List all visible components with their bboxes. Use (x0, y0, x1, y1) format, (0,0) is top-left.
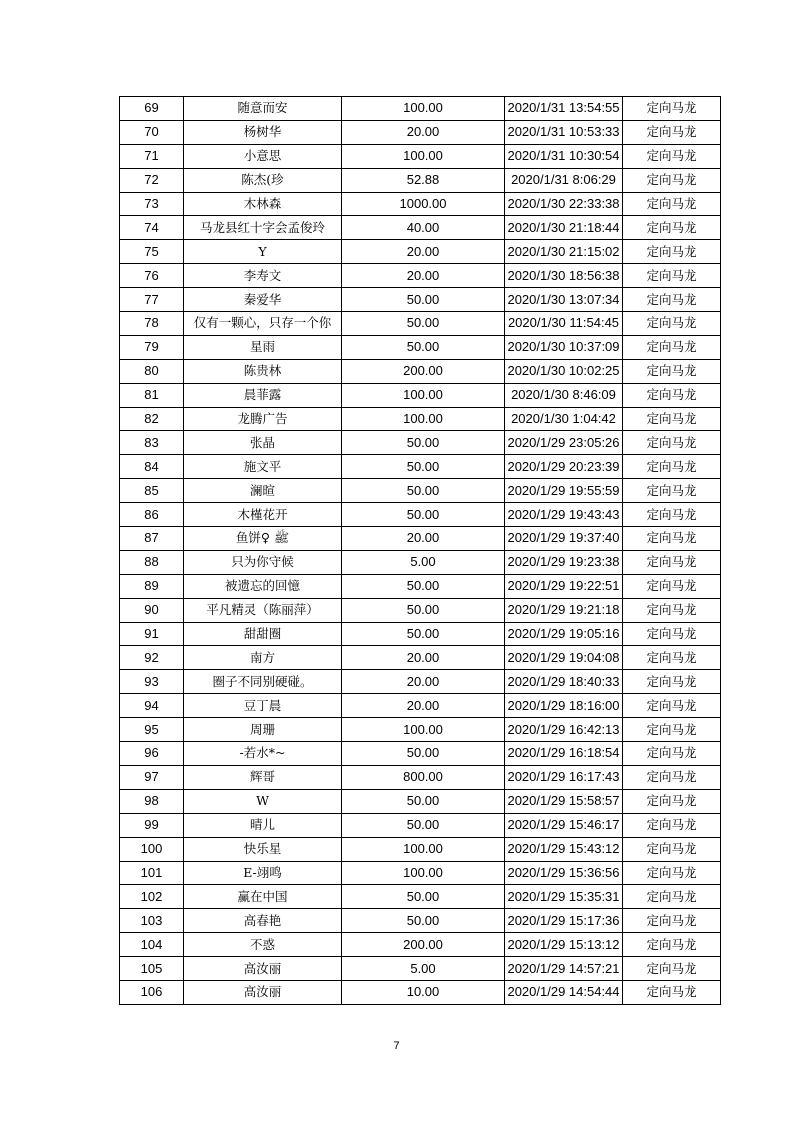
row-number-cell: 93 (120, 670, 184, 694)
table-row (120, 885, 721, 909)
row-number-cell: 87 (120, 527, 184, 551)
amount-cell: 10.00 (342, 980, 505, 1004)
donor-name-cell: 辉哥 (184, 765, 342, 789)
purpose-cell: 定向马龙 (623, 574, 721, 598)
donor-name-cell: W (184, 789, 342, 813)
donor-name-cell: 陈贵林 (184, 359, 342, 383)
table-row (120, 407, 721, 431)
amount-cell: 50.00 (342, 789, 505, 813)
row-number-cell: 78 (120, 312, 184, 336)
purpose-cell: 定向马龙 (623, 335, 721, 359)
purpose-cell: 定向马龙 (623, 598, 721, 622)
donor-name-cell: 仅有一颗心，只存一个你 (184, 312, 342, 336)
purpose-cell: 定向马龙 (623, 431, 721, 455)
table-row (120, 861, 721, 885)
purpose-cell: 定向马龙 (623, 718, 721, 742)
donor-name-cell: 张晶 (184, 431, 342, 455)
donor-name-cell: 杨树华 (184, 120, 342, 144)
purpose-cell: 定向马龙 (623, 789, 721, 813)
purpose-cell: 定向马龙 (623, 383, 721, 407)
donor-name-cell: 快乐星 (184, 837, 342, 861)
table-row (120, 383, 721, 407)
donor-name-cell: 陈杰(珍 (184, 168, 342, 192)
row-number-cell: 79 (120, 335, 184, 359)
amount-cell: 50.00 (342, 813, 505, 837)
amount-cell: 5.00 (342, 550, 505, 574)
donation-time-cell: 2020/1/29 15:58:57 (505, 789, 623, 813)
purpose-cell: 定向马龙 (623, 980, 721, 1004)
donation-time-cell: 2020/1/29 19:21:18 (505, 598, 623, 622)
purpose-cell: 定向马龙 (623, 646, 721, 670)
donation-time-cell: 2020/1/30 10:02:25 (505, 359, 623, 383)
table-row (120, 503, 721, 527)
donor-name-cell: 豆丁晨 (184, 694, 342, 718)
table-row (120, 622, 721, 646)
donor-name-cell: 圈子不同别硬碰。 (184, 670, 342, 694)
donation-time-cell: 2020/1/29 18:16:00 (505, 694, 623, 718)
row-number-cell: 89 (120, 574, 184, 598)
donor-name-cell: -若水*~ (184, 742, 342, 766)
purpose-cell: 定向马龙 (623, 192, 721, 216)
table-row (120, 192, 721, 216)
amount-cell: 50.00 (342, 742, 505, 766)
amount-cell: 50.00 (342, 598, 505, 622)
donation-time-cell: 2020/1/31 10:30:54 (505, 144, 623, 168)
table-row (120, 742, 721, 766)
amount-cell: 50.00 (342, 288, 505, 312)
purpose-cell: 定向马龙 (623, 933, 721, 957)
table-row (120, 646, 721, 670)
amount-cell: 100.00 (342, 383, 505, 407)
amount-cell: 100.00 (342, 718, 505, 742)
purpose-cell: 定向马龙 (623, 216, 721, 240)
donation-time-cell: 2020/1/31 13:54:55 (505, 97, 623, 121)
purpose-cell: 定向马龙 (623, 312, 721, 336)
row-number-cell: 72 (120, 168, 184, 192)
purpose-cell: 定向马龙 (623, 957, 721, 981)
row-number-cell: 104 (120, 933, 184, 957)
donation-time-cell: 2020/1/29 23:05:26 (505, 431, 623, 455)
amount-cell: 5.00 (342, 957, 505, 981)
purpose-cell: 定向马龙 (623, 455, 721, 479)
amount-cell: 20.00 (342, 670, 505, 694)
donor-name-cell: 赢在中国 (184, 885, 342, 909)
donor-name-cell: 随意而安 (184, 97, 342, 121)
amount-cell: 50.00 (342, 909, 505, 933)
row-number-cell: 98 (120, 789, 184, 813)
purpose-cell: 定向马龙 (623, 765, 721, 789)
donation-time-cell: 2020/1/29 18:40:33 (505, 670, 623, 694)
amount-cell: 800.00 (342, 765, 505, 789)
donor-name-cell: 木槿花开 (184, 503, 342, 527)
donor-name-cell: 小意思 (184, 144, 342, 168)
row-number-cell: 73 (120, 192, 184, 216)
purpose-cell: 定向马龙 (623, 742, 721, 766)
row-number-cell: 80 (120, 359, 184, 383)
row-number-cell: 82 (120, 407, 184, 431)
amount-cell: 50.00 (342, 622, 505, 646)
donor-name-cell: 晴儿 (184, 813, 342, 837)
table-row (120, 431, 721, 455)
donation-time-cell: 2020/1/29 16:42:13 (505, 718, 623, 742)
amount-cell: 50.00 (342, 455, 505, 479)
amount-cell: 100.00 (342, 837, 505, 861)
donation-time-cell: 2020/1/31 10:53:33 (505, 120, 623, 144)
purpose-cell: 定向马龙 (623, 144, 721, 168)
amount-cell: 52.88 (342, 168, 505, 192)
amount-cell: 20.00 (342, 120, 505, 144)
row-number-cell: 85 (120, 479, 184, 503)
row-number-cell: 91 (120, 622, 184, 646)
table-row (120, 312, 721, 336)
row-number-cell: 71 (120, 144, 184, 168)
donor-name-cell: 平凡精灵（陈丽萍） (184, 598, 342, 622)
amount-cell: 20.00 (342, 264, 505, 288)
row-number-cell: 88 (120, 550, 184, 574)
purpose-cell: 定向马龙 (623, 407, 721, 431)
amount-cell: 50.00 (342, 503, 505, 527)
donation-time-cell: 2020/1/29 19:04:08 (505, 646, 623, 670)
amount-cell: 50.00 (342, 885, 505, 909)
donor-name-cell: 高春艳 (184, 909, 342, 933)
row-number-cell: 90 (120, 598, 184, 622)
donor-name-cell: 晨菲露 (184, 383, 342, 407)
donor-name-cell: 高汝丽 (184, 980, 342, 1004)
purpose-cell: 定向马龙 (623, 479, 721, 503)
table-row (120, 789, 721, 813)
donation-time-cell: 2020/1/30 21:18:44 (505, 216, 623, 240)
table-row (120, 359, 721, 383)
purpose-cell: 定向马龙 (623, 527, 721, 551)
donor-name-cell: 施文平 (184, 455, 342, 479)
row-number-cell: 84 (120, 455, 184, 479)
donation-time-cell: 2020/1/30 13:07:34 (505, 288, 623, 312)
donor-name-cell: 木林森 (184, 192, 342, 216)
donor-name-cell: 甜甜圈 (184, 622, 342, 646)
purpose-cell: 定向马龙 (623, 240, 721, 264)
row-number-cell: 100 (120, 837, 184, 861)
donation-time-cell: 2020/1/30 8:46:09 (505, 383, 623, 407)
donation-time-cell: 2020/1/30 18:56:38 (505, 264, 623, 288)
table-row (120, 813, 721, 837)
table-row (120, 957, 721, 981)
donor-name-cell: Y (184, 240, 342, 264)
donor-name-cell: 龙腾广告 (184, 407, 342, 431)
purpose-cell: 定向马龙 (623, 97, 721, 121)
donation-time-cell: 2020/1/29 19:43:43 (505, 503, 623, 527)
purpose-cell: 定向马龙 (623, 694, 721, 718)
table-row (120, 933, 721, 957)
row-number-cell: 75 (120, 240, 184, 264)
donation-time-cell: 2020/1/29 15:43:12 (505, 837, 623, 861)
donation-time-cell: 2020/1/29 16:18:54 (505, 742, 623, 766)
donation-time-cell: 2020/1/29 19:22:51 (505, 574, 623, 598)
donation-time-cell: 2020/1/30 10:37:09 (505, 335, 623, 359)
donor-name-cell: 周珊 (184, 718, 342, 742)
purpose-cell: 定向马龙 (623, 622, 721, 646)
donor-name-cell: 李寿文 (184, 264, 342, 288)
donor-name-cell: 澜暄 (184, 479, 342, 503)
amount-cell: 50.00 (342, 312, 505, 336)
amount-cell: 100.00 (342, 861, 505, 885)
table-row (120, 909, 721, 933)
purpose-cell: 定向马龙 (623, 550, 721, 574)
amount-cell: 40.00 (342, 216, 505, 240)
table-row (120, 97, 721, 121)
amount-cell: 50.00 (342, 479, 505, 503)
table-row (120, 598, 721, 622)
donation-time-cell: 2020/1/30 22:33:38 (505, 192, 623, 216)
table-row (120, 264, 721, 288)
row-number-cell: 92 (120, 646, 184, 670)
table-row (120, 288, 721, 312)
donor-name-cell: 只为你守候 (184, 550, 342, 574)
donor-name-cell: 星雨 (184, 335, 342, 359)
purpose-cell: 定向马龙 (623, 861, 721, 885)
donation-time-cell: 2020/1/30 1:04:42 (505, 407, 623, 431)
donation-table (119, 96, 721, 1005)
row-number-cell: 77 (120, 288, 184, 312)
table-row (120, 670, 721, 694)
row-number-cell: 70 (120, 120, 184, 144)
table-row (120, 168, 721, 192)
row-number-cell: 74 (120, 216, 184, 240)
purpose-cell: 定向马龙 (623, 503, 721, 527)
table-row (120, 527, 721, 551)
row-number-cell: 97 (120, 765, 184, 789)
donation-time-cell: 2020/1/29 19:37:40 (505, 527, 623, 551)
donation-time-cell: 2020/1/29 15:46:17 (505, 813, 623, 837)
table-row (120, 765, 721, 789)
donation-time-cell: 2020/1/29 14:57:21 (505, 957, 623, 981)
donation-time-cell: 2020/1/29 16:17:43 (505, 765, 623, 789)
row-number-cell: 81 (120, 383, 184, 407)
page-number: 7 (393, 1040, 400, 1052)
donation-time-cell: 2020/1/31 8:06:29 (505, 168, 623, 192)
table-row (120, 574, 721, 598)
purpose-cell: 定向马龙 (623, 120, 721, 144)
purpose-cell: 定向马龙 (623, 288, 721, 312)
donor-name-cell: E-翊鸣 (184, 861, 342, 885)
row-number-cell: 102 (120, 885, 184, 909)
donation-time-cell: 2020/1/29 15:17:36 (505, 909, 623, 933)
amount-cell: 20.00 (342, 527, 505, 551)
table-row (120, 718, 721, 742)
donation-time-cell: 2020/1/29 15:36:56 (505, 861, 623, 885)
donor-name-cell: 南方 (184, 646, 342, 670)
purpose-cell: 定向马龙 (623, 670, 721, 694)
amount-cell: 50.00 (342, 431, 505, 455)
table-row (120, 455, 721, 479)
amount-cell: 200.00 (342, 933, 505, 957)
row-number-cell: 69 (120, 97, 184, 121)
table-row (120, 550, 721, 574)
purpose-cell: 定向马龙 (623, 264, 721, 288)
purpose-cell: 定向马龙 (623, 813, 721, 837)
table-row (120, 120, 721, 144)
table-row (120, 980, 721, 1004)
purpose-cell: 定向马龙 (623, 359, 721, 383)
table-row (120, 335, 721, 359)
table-body (120, 97, 721, 1005)
donor-name-cell: 不惑 (184, 933, 342, 957)
donation-time-cell: 2020/1/30 21:15:02 (505, 240, 623, 264)
row-number-cell: 76 (120, 264, 184, 288)
donor-name-cell: 秦爱华 (184, 288, 342, 312)
row-number-cell: 95 (120, 718, 184, 742)
table-row (120, 837, 721, 861)
donation-time-cell: 2020/1/29 19:23:38 (505, 550, 623, 574)
row-number-cell: 99 (120, 813, 184, 837)
amount-cell: 20.00 (342, 646, 505, 670)
donor-name-cell: 马龙县红十字会孟俊玲 (184, 216, 342, 240)
donor-name-cell: 被遗忘的回憶 (184, 574, 342, 598)
table-row (120, 216, 721, 240)
amount-cell: 20.00 (342, 240, 505, 264)
amount-cell: 1000.00 (342, 192, 505, 216)
amount-cell: 100.00 (342, 407, 505, 431)
amount-cell: 50.00 (342, 335, 505, 359)
donor-name-cell: 高汝丽 (184, 957, 342, 981)
donor-name-cell: 鱼饼♀ ﷺ (184, 527, 342, 551)
purpose-cell: 定向马龙 (623, 837, 721, 861)
row-number-cell: 96 (120, 742, 184, 766)
row-number-cell: 83 (120, 431, 184, 455)
amount-cell: 100.00 (342, 97, 505, 121)
row-number-cell: 94 (120, 694, 184, 718)
table-row (120, 694, 721, 718)
table-row (120, 479, 721, 503)
row-number-cell: 103 (120, 909, 184, 933)
donation-time-cell: 2020/1/29 14:54:44 (505, 980, 623, 1004)
donation-time-cell: 2020/1/29 15:35:31 (505, 885, 623, 909)
purpose-cell: 定向马龙 (623, 885, 721, 909)
row-number-cell: 101 (120, 861, 184, 885)
table-row (120, 144, 721, 168)
amount-cell: 50.00 (342, 574, 505, 598)
amount-cell: 100.00 (342, 144, 505, 168)
donation-time-cell: 2020/1/30 11:54:45 (505, 312, 623, 336)
table-row (120, 240, 721, 264)
row-number-cell: 105 (120, 957, 184, 981)
donation-time-cell: 2020/1/29 19:55:59 (505, 479, 623, 503)
row-number-cell: 106 (120, 980, 184, 1004)
row-number-cell: 86 (120, 503, 184, 527)
amount-cell: 200.00 (342, 359, 505, 383)
purpose-cell: 定向马龙 (623, 168, 721, 192)
purpose-cell: 定向马龙 (623, 909, 721, 933)
amount-cell: 20.00 (342, 694, 505, 718)
donation-time-cell: 2020/1/29 15:13:12 (505, 933, 623, 957)
donation-time-cell: 2020/1/29 19:05:16 (505, 622, 623, 646)
donation-time-cell: 2020/1/29 20:23:39 (505, 455, 623, 479)
